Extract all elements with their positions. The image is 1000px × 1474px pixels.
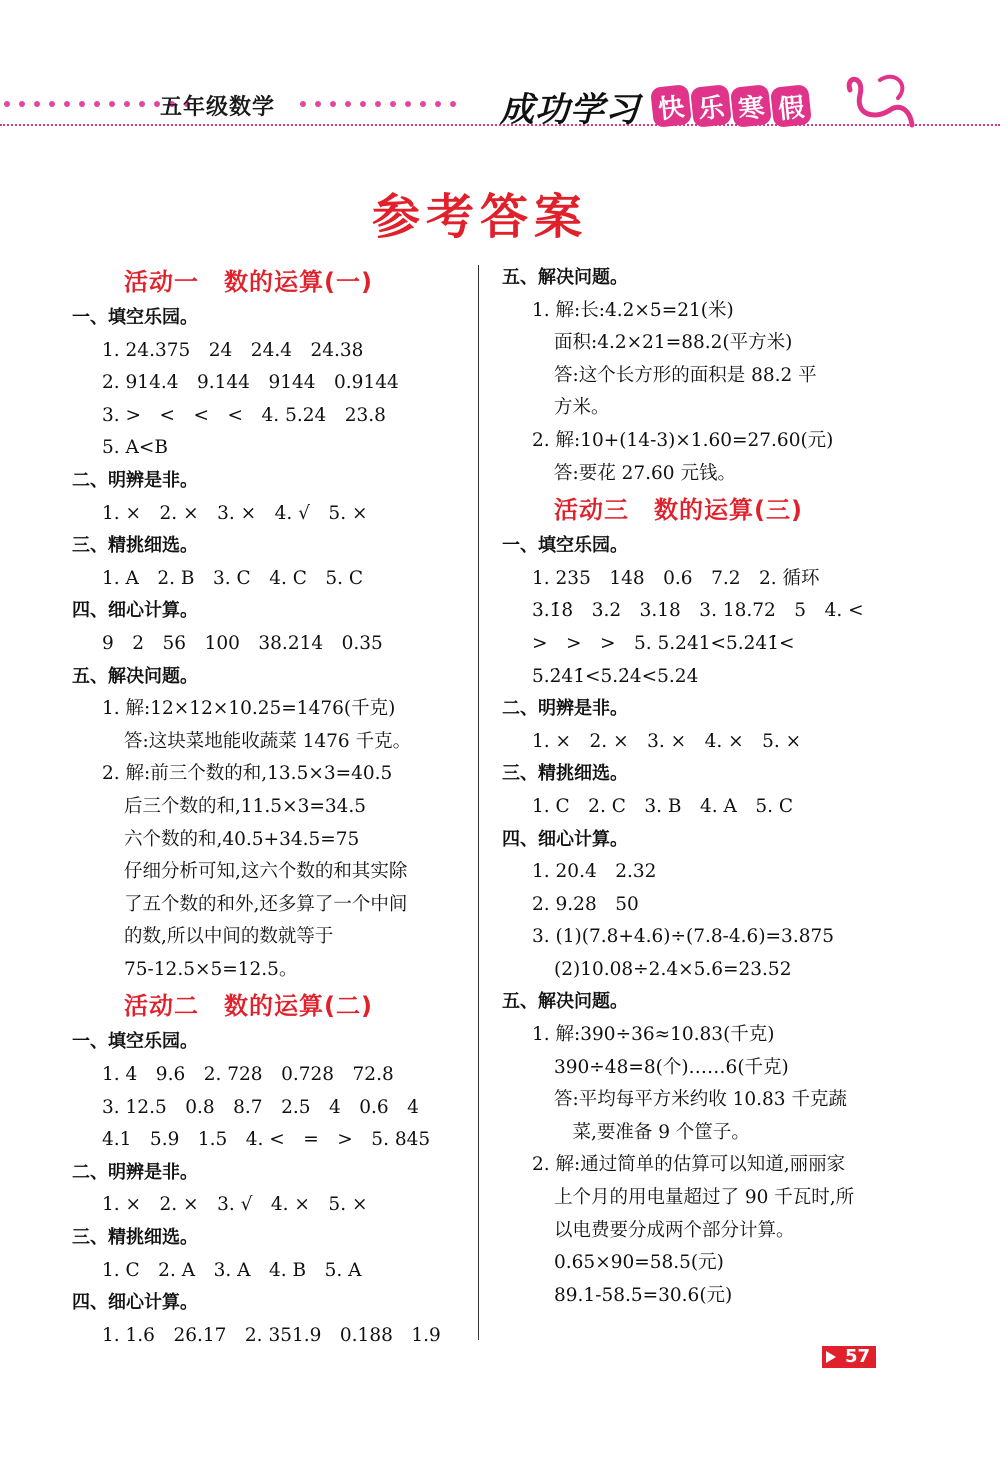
answer-line: 1. 20.4 2.32 <box>532 861 657 883</box>
answer-line: 1. 235 148 0.6 7.2 2. 循环 <box>532 567 820 589</box>
section-heading: 三、精挑细选。 <box>72 1227 198 1249</box>
answer-line: > > > 5. 5.241<5.2̇4̇1̇< <box>532 632 795 654</box>
answer-line: 方米。 <box>554 397 610 419</box>
section-heading: 三、精挑细选。 <box>72 535 198 557</box>
answer-line: 4.1 5.9 1.5 4. < = > 5. 845 <box>102 1129 431 1151</box>
answer-line: 2. 9.28 50 <box>532 893 639 915</box>
column-divider <box>478 265 479 1340</box>
section-heading: 四、细心计算。 <box>72 600 198 622</box>
answer-line: 1. 24.375 24 24.4 24.38 <box>102 339 364 361</box>
section-heading: 五、解决问题。 <box>502 991 628 1013</box>
answer-line: 1. × 2. × 3. × 4. √ 5. × <box>102 502 368 524</box>
answer-line: 3.1̇8̇ 3.2 3.18 3. 18.72 5 4. < <box>532 600 864 622</box>
answer-line: 3. > < < < 4. 5.24 23.8 <box>102 404 386 426</box>
answer-line: 390÷48=8(个)……6(千克) <box>554 1056 789 1078</box>
answer-line: 0.65×90=58.5(元) <box>554 1252 724 1274</box>
answer-column-left <box>72 262 464 1352</box>
answer-line: 1. A 2. B 3. C 4. C 5. C <box>102 567 364 589</box>
answer-line: 以电费要分成两个部分计算。 <box>554 1219 795 1241</box>
answer-line: 5. A<B <box>102 437 168 459</box>
answer-line: 5.2̇41̇<5.2̇4̇<5.24 <box>532 665 699 687</box>
answer-line: 1. × 2. × 3. √ 4. × 5. × <box>102 1194 368 1216</box>
answer-line: 2. 解:10+(14-3)×1.60=27.60(元) <box>532 429 834 451</box>
activity-heading: 活动一 数的运算(一) <box>124 268 373 296</box>
answer-line: 后三个数的和,11.5×3=34.5 <box>124 795 367 817</box>
answer-line: 1. C 2. A 3. A 4. B 5. A <box>102 1259 362 1281</box>
header-grade: 五年级数学 <box>160 95 276 120</box>
answer-line: 1. × 2. × 3. × 4. × 5. × <box>532 730 802 752</box>
answer-line: 1. 4 9.6 2. 728 0.728 72.8 <box>102 1064 394 1086</box>
ribbon-icon <box>840 70 920 140</box>
holiday-char: 假 <box>770 84 812 128</box>
section-heading: 一、填空乐园。 <box>72 307 198 328</box>
answer-line: (2)10.08÷2.4×5.6=23.52 <box>554 958 792 980</box>
answer-line: 菜,要准备 9 个筐子。 <box>554 1121 750 1143</box>
answer-line: 1. 解:长:4.2×5=21(米) <box>532 299 734 321</box>
answer-line: 答:平均每平方米约收 10.83 千克蔬 <box>554 1089 847 1111</box>
answer-line: 1. C 2. C 3. B 4. A 5. C <box>532 795 794 817</box>
section-heading: 四、细心计算。 <box>72 1292 198 1314</box>
answer-line: 答:这个长方形的面积是 88.2 平 <box>554 364 817 386</box>
answer-line: 2. 解:前三个数的和,13.5×3=40.5 <box>102 763 393 785</box>
answer-line: 1. 1.6 26.17 2. 351.9 0.188 1.9 <box>102 1324 441 1346</box>
answer-line: 2. 914.4 9.144 9144 0.9144 <box>102 372 399 394</box>
header-brand: 成功学习 <box>500 90 640 130</box>
section-heading: 三、精挑细选。 <box>502 763 628 785</box>
page-number: 57 <box>822 1346 876 1368</box>
page-title: 参考答案 <box>371 189 588 245</box>
answer-line: 的数,所以中间的数就等于 <box>124 926 334 948</box>
holiday-char: 乐 <box>690 84 732 128</box>
answer-line: 了五个数的和外,还多算了一个中间 <box>124 893 408 915</box>
answer-line: 面积:4.2×21=88.2(平方米) <box>554 332 793 354</box>
answer-line: 1. 解:390÷36≈10.83(千克) <box>532 1024 775 1046</box>
answer-line: 仔细分析可知,这六个数的和其实除 <box>124 861 408 883</box>
section-heading: 二、明辨是非。 <box>72 469 198 491</box>
answer-line: 上个月的用电量超过了 90 千瓦时,所 <box>554 1187 855 1209</box>
header-dots-middle <box>300 96 456 112</box>
section-heading: 二、明辨是非。 <box>502 698 628 720</box>
answer-line: 六个数的和,40.5+34.5=75 <box>124 828 360 850</box>
section-heading: 一、填空乐园。 <box>72 1031 198 1053</box>
answer-line: 2. 解:通过简单的估算可以知道,丽丽家 <box>532 1154 846 1176</box>
section-heading: 二、明辨是非。 <box>72 1161 198 1183</box>
section-heading: 五、解决问题。 <box>72 665 198 687</box>
header-holiday-badges <box>652 86 810 126</box>
answer-line: 答:这块菜地能收蔬菜 1476 千克。 <box>124 730 412 752</box>
answer-line: 9 2 56 100 38.214 0.35 <box>102 632 383 654</box>
activity-heading: 活动二 数的运算(二) <box>124 992 373 1021</box>
answer-line: 答:要花 27.60 元钱。 <box>554 462 736 484</box>
holiday-char: 寒 <box>730 84 772 128</box>
activity-heading: 活动三 数的运算(三) <box>554 496 803 525</box>
section-heading: 一、填空乐园。 <box>502 535 628 557</box>
answer-line: 75-12.5×5=12.5。 <box>124 958 298 980</box>
answer-column-right <box>502 262 902 1312</box>
answer-line: 3. (1)(7.8+4.6)÷(7.8-4.6)=3.875 <box>532 926 835 948</box>
answer-line: 3. 12.5 0.8 8.7 2.5 4 0.6 4 <box>102 1096 419 1118</box>
holiday-char: 快 <box>650 84 692 128</box>
section-heading: 五、解决问题。 <box>502 267 628 288</box>
section-heading: 四、细心计算。 <box>502 828 628 850</box>
answer-line: 1. 解:12×12×10.25=1476(千克) <box>102 698 396 720</box>
answer-line: 89.1-58.5=30.6(元) <box>554 1284 733 1306</box>
